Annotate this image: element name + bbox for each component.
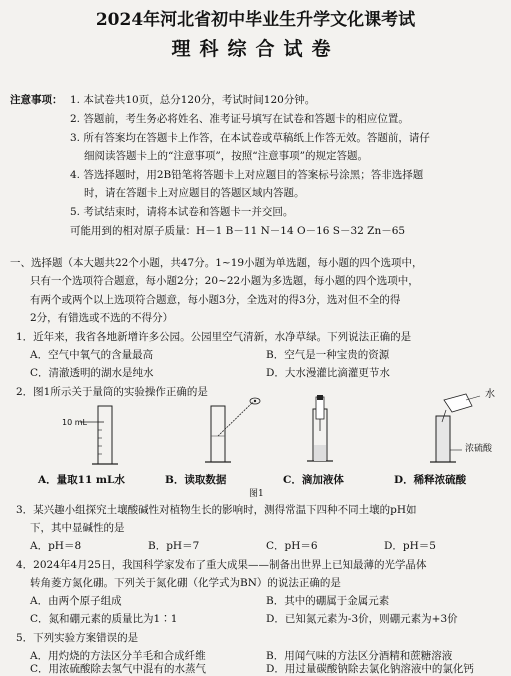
note-line: 3. 所有答案均在答题卡上作答，在本试卷或草稿纸上作答无效。答题前，请仔 xyxy=(70,132,430,144)
note-line: 2. 答题前，考生务必将姓名、准考证号填写在试卷和答题卡的相应位置。 xyxy=(70,113,409,125)
q3-option-b: B．pH＝7 xyxy=(148,540,200,552)
q5-option-c: C．用浓硫酸除去氢气中混有的水蒸气 xyxy=(30,663,207,675)
section-header: 一、选择题（本大题共22个小题，共47分。1~19小题为单选题，每小题的四个选项中， xyxy=(10,257,423,269)
question-4-stem: 转角菱方氮化硼。下列关于氮化硼（化学式为BN）的说法正确的是 xyxy=(30,577,341,589)
notes-label: 注意事项： xyxy=(10,94,63,106)
question-2-stem: 2．图1所示关于量筒的实验操作正确的是 xyxy=(16,386,208,398)
question-4-stem: 4．2024年4月25日，我国科学家发布了重大成果——制备出世界上已知最薄的光学晶体 xyxy=(16,559,427,571)
q3-option-d: D．pH＝5 xyxy=(384,540,436,552)
acid-label: 浓硫酸 xyxy=(465,444,493,454)
q1-option-a: A．空气中氧气的含量最高 xyxy=(30,349,154,361)
q4-option-c: C．氮和硼元素的质量比为1∶1 xyxy=(30,613,178,625)
q2-option-a: A．量取11 mL水 xyxy=(38,474,125,486)
note-line: 1. 本试卷共10页，总分120分，考试时间120分钟。 xyxy=(70,94,316,106)
dropping-liquid-figure xyxy=(285,395,365,473)
q4-option-b: B．其中的硼属于金属元素 xyxy=(266,595,390,607)
q2-option-d: D．稀释浓硫酸 xyxy=(394,474,467,486)
q5-option-b: B．用闻气味的方法区分酒精和蔗糖溶液 xyxy=(266,650,453,662)
question-5-stem: 5．下列实验方案错误的是 xyxy=(16,632,139,644)
q5-option-a: A．用灼烧的方法区分羊毛和合成纤维 xyxy=(30,650,206,662)
q1-option-c: C．清澈透明的湖水是纯水 xyxy=(30,367,154,379)
note-line: 细阅读答题卡上的“注意事项”，按照“注意事项”的规定答题。 xyxy=(84,150,368,162)
atomic-mass-line: 可能用到的相对原子质量：H－1 B－11 N－14 O－16 S－32 Zn－65 xyxy=(70,225,406,237)
q3-option-a: A．pH＝8 xyxy=(30,540,82,552)
cylinder-mark-label: 10 mL xyxy=(62,418,87,427)
q3-option-c: C．pH＝6 xyxy=(266,540,318,552)
section-header: 2分，有错选或不选的不得分） xyxy=(30,312,174,324)
exam-subtitle: 理科综合试卷 xyxy=(171,38,340,60)
note-line: 5. 考试结束时，请将本试卷和答题卡一并交回。 xyxy=(70,206,294,218)
section-header: 有两个或两个以上选项符合题意，每小题3分，全选对的得3分，选对但不全的得 xyxy=(30,294,401,306)
q2-option-c: C．滴加液体 xyxy=(283,474,344,486)
note-line: 4. 答选择题时，用2B铅笔将答题卡上对应题目的答案标号涂黑；答非选择题 xyxy=(70,169,424,181)
question-1-stem: 1．近年来，我省各地新增许多公园。公园里空气清新，水净草绿。下列说法正确的是 xyxy=(16,331,412,343)
figure-caption: 图1 xyxy=(249,489,264,499)
question-3-stem: 下，其中显碱性的是 xyxy=(30,522,125,534)
question-3-stem: 3．某兴趣小组探究土壤酸碱性对植物生长的影响时，测得常温下四种不同土壤的pH如 xyxy=(16,504,417,516)
cylinder-measure-figure xyxy=(40,400,140,470)
reading-data-figure xyxy=(175,398,265,473)
section-header: 只有一个选项符合题意，每小题2分；20~22小题为多选题，每小题的四个选项中， xyxy=(30,275,419,287)
q2-option-b: B．读取数据 xyxy=(165,474,227,486)
diluting-acid-figure xyxy=(400,392,495,472)
note-line: 时，请在答题卡上对应题目的答题区域内答题。 xyxy=(84,187,305,199)
q1-option-d: D．大水漫灌比滴灌更节水 xyxy=(266,367,390,379)
q4-option-a: A．由两个原子组成 xyxy=(30,595,122,607)
q5-option-d: D．用过量碳酸钠除去氯化钠溶液中的氯化钙 xyxy=(266,663,474,675)
q1-option-b: B．空气是一种宝贵的资源 xyxy=(266,349,390,361)
exam-title: 2024年河北省初中毕业生升学文化课考试 xyxy=(95,10,416,30)
q4-option-d: D．已知氮元素为-3价，则硼元素为+3价 xyxy=(266,613,458,625)
water-label: 水 xyxy=(485,389,495,400)
